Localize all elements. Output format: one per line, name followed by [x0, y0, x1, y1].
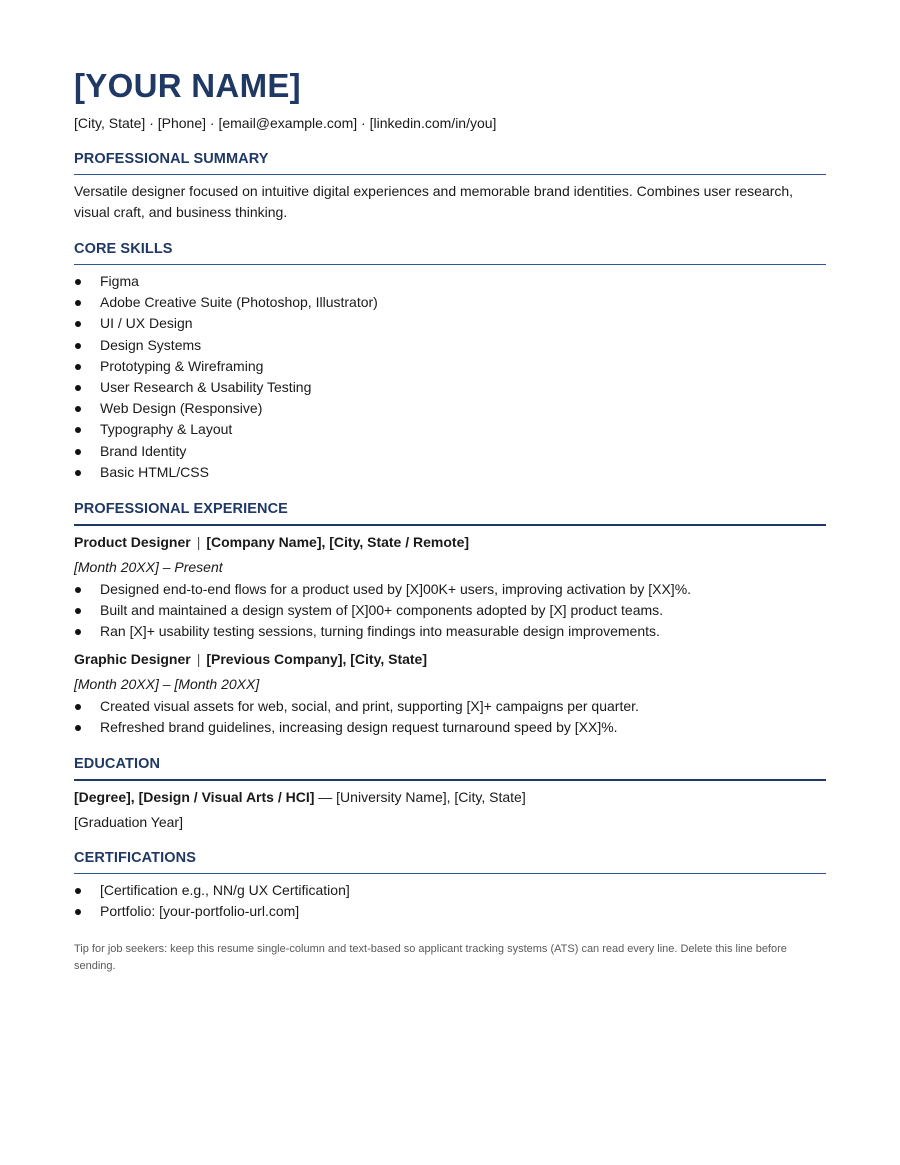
- bullet-icon: [75, 704, 81, 710]
- summary-heading: PROFESSIONAL SUMMARY: [74, 149, 826, 175]
- bullet-icon: [75, 321, 81, 327]
- list-item: [74, 621, 826, 642]
- job-title: Graphic Designer: [74, 650, 191, 667]
- list-item: [74, 880, 826, 901]
- list-item: [74, 901, 826, 922]
- list-item: [74, 398, 826, 419]
- resume-page: [74, 64, 826, 975]
- education-line: [74, 787, 826, 807]
- skill-label: Brand Identity: [100, 442, 187, 459]
- candidate-name: [YOUR NAME]: [74, 67, 301, 104]
- skill-label: User Research & Usability Testing: [100, 379, 312, 396]
- list-item: [74, 356, 826, 377]
- job-bullet-text: Ran [X]+ usability testing sessions, turning findings into measurable design improvements.: [100, 623, 660, 640]
- title-separator: |: [196, 650, 201, 667]
- job-bullet-text: Designed end-to-end flows for a product used by [X]00K+ users, improving activation by [XX]%.: [100, 581, 692, 598]
- certification-text: [Certification e.g., NN/g UX Certification]: [100, 882, 350, 899]
- bullet-icon: [75, 449, 81, 455]
- list-item: [74, 335, 826, 356]
- title-separator: |: [196, 534, 201, 551]
- list-item: [74, 717, 826, 738]
- bullet-icon: [75, 406, 81, 412]
- list-item: [74, 419, 826, 440]
- bullet-icon: [75, 364, 81, 370]
- bullet-icon: [75, 343, 81, 349]
- contact-line: [City, State] · [Phone] · [email@example.com] · [linkedin.com/in/you]: [74, 115, 497, 131]
- skill-label: Prototyping & Wireframing: [100, 357, 264, 374]
- skill-label: UI / UX Design: [100, 315, 193, 332]
- experience-heading: PROFESSIONAL EXPERIENCE: [74, 499, 826, 526]
- skills-list: [74, 271, 826, 483]
- bullet-icon: [75, 279, 81, 285]
- graduation-year: [Graduation Year]: [74, 814, 183, 831]
- bullet-icon: [75, 629, 81, 635]
- job-company: [Previous Company], [City, State]: [206, 650, 428, 667]
- job-bullets: [74, 696, 826, 738]
- summary-text: Versatile designer focused on intuitive digital experiences and memorable brand identities. Combines user research, visual craft, and business thinking.: [74, 183, 794, 220]
- ats-tip-note: Tip for job seekers: keep this resume single-column and text-based so applicant tracking systems (ATS) can read every line. Delete this line before sending.: [74, 943, 787, 973]
- list-item: [74, 462, 826, 483]
- job-title: Product Designer: [74, 534, 191, 551]
- list-item: [74, 579, 826, 600]
- certifications-heading: CERTIFICATIONS: [74, 848, 826, 874]
- job-bullet-text: Created visual assets for web, social, and print, supporting [X]+ campaigns per quarter.: [100, 697, 639, 714]
- bullet-icon: [75, 587, 81, 593]
- bullet-icon: [75, 385, 81, 391]
- skill-label: Typography & Layout: [100, 421, 233, 438]
- bullet-icon: [75, 470, 81, 476]
- bullet-icon: [75, 725, 81, 731]
- skill-label: Adobe Creative Suite (Photoshop, Illustrator): [100, 294, 378, 311]
- job-company: [Company Name], [City, State / Remote]: [206, 534, 470, 551]
- skill-label: Design Systems: [100, 336, 202, 353]
- job-dates: [Month 20XX] – Present: [74, 559, 223, 576]
- job-bullet-text: Refreshed brand guidelines, increasing design request turnaround speed by [XX]%.: [100, 718, 618, 735]
- skill-label: Basic HTML/CSS: [100, 463, 209, 480]
- job-title-line: [74, 532, 826, 552]
- job-title-line: [74, 649, 826, 669]
- list-item: [74, 600, 826, 621]
- certification-text: Portfolio: [your-portfolio-url.com]: [100, 903, 300, 920]
- bullet-icon: [75, 427, 81, 433]
- list-item: [74, 696, 826, 717]
- bullet-icon: [75, 888, 81, 894]
- bullet-icon: [75, 608, 81, 614]
- list-item: [74, 377, 826, 398]
- degree-name: [Degree], [Design / Visual Arts / HCI]: [74, 789, 315, 806]
- list-item: [74, 292, 826, 313]
- list-item: [74, 271, 826, 292]
- job-bullet-text: Built and maintained a design system of [X]00+ components adopted by [X] product teams.: [100, 602, 664, 619]
- list-item: [74, 441, 826, 462]
- list-item: [74, 313, 826, 334]
- education-heading: EDUCATION: [74, 754, 826, 781]
- bullet-icon: [75, 909, 81, 915]
- skill-label: Web Design (Responsive): [100, 400, 263, 417]
- bullet-icon: [75, 300, 81, 306]
- certifications-list: [74, 880, 826, 922]
- skills-heading: CORE SKILLS: [74, 239, 826, 265]
- school-name: — [University Name], [City, State]: [314, 789, 526, 806]
- job-dates: [Month 20XX] – [Month 20XX]: [74, 675, 260, 692]
- job-bullets: [74, 579, 826, 643]
- skill-label: Figma: [100, 273, 139, 289]
